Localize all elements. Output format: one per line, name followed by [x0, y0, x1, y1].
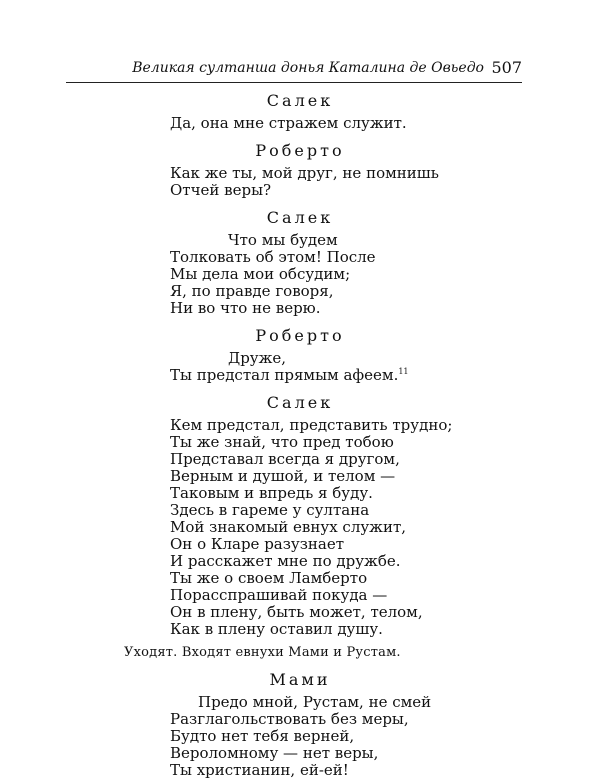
speaker-name: Роберто	[255, 141, 345, 160]
running-header	[66, 58, 522, 83]
verse-line: Мы дела мои обсудим;	[170, 265, 351, 283]
verse-line-text: Ты предстал прямым афеем.	[170, 366, 399, 384]
verse-line: Верным и душой, и телом —	[170, 467, 396, 485]
verse-line: Отчей веры?	[170, 181, 272, 199]
verse-line: Да, она мне стражем служит.	[170, 114, 407, 132]
verse-line: Ни во что не верю.	[170, 299, 321, 317]
verse-line: Как в плену оставил душу.	[170, 620, 383, 638]
speaker-name: Салек	[266, 393, 334, 412]
verse-line: Порасспрашивай покуда —	[170, 586, 388, 604]
verse-line: Толковать об этом! После	[170, 248, 376, 266]
verse-line: Ты христианин, ей-ей!	[170, 761, 349, 779]
speaker-name: Салек	[266, 91, 334, 110]
verse-line: Он о Кларе разузнает	[170, 535, 345, 553]
verse-line: Таковым и впредь я буду.	[170, 484, 373, 502]
footnote-marker: 11	[398, 367, 409, 376]
verse-line: Как же ты, мой друг, не помнишь	[170, 164, 439, 182]
stage-direction: Уходят. Входят евнухи Мами и Рустам.	[124, 645, 401, 660]
speaker-name: Салек	[266, 208, 334, 227]
verse-line: Здесь в гареме у султана	[170, 501, 370, 519]
verse-line: Представал всегда я другом,	[170, 450, 400, 468]
speaker-name: Роберто	[255, 326, 345, 345]
page-number: 507	[491, 58, 522, 77]
verse-line: Что мы будем	[228, 231, 338, 249]
verse-line: Будто нет тебя верней,	[170, 727, 355, 745]
verse-line: Предо мной, Рустам, не смей	[198, 693, 432, 711]
speaker-name: Мами	[269, 670, 331, 689]
verse-line: И расскажет мне по дружбе.	[170, 552, 401, 570]
verse-line: Разглагольствовать без меры,	[170, 710, 409, 728]
verse-line: Кем предстал, представить трудно;	[170, 416, 453, 434]
verse-line: Ты же знай, что пред тобою	[170, 433, 394, 451]
verse-line	[170, 367, 470, 384]
verse-line: Ты же о своем Ламберто	[170, 569, 368, 587]
verse-line: Друже,	[228, 349, 287, 367]
verse-line: Он в плену, быть может, телом,	[170, 603, 423, 621]
verse-line: Мой знакомый евнух служит,	[170, 518, 407, 536]
verse-line: Я, по правде говоря,	[170, 282, 334, 300]
verse-line: Вероломному — нет веры,	[170, 744, 379, 762]
play-text	[124, 91, 470, 779]
running-title: Великая султанша донья Каталина де Овьедо	[132, 60, 484, 76]
